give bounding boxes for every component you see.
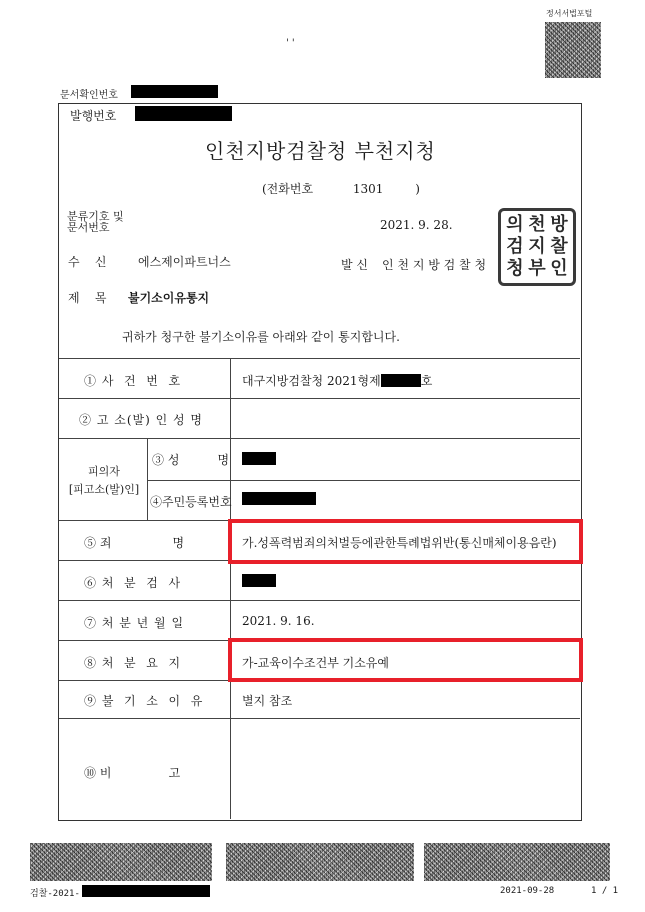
case-no-redaction — [381, 374, 421, 387]
issue-no-redaction — [135, 106, 232, 121]
crime-value: 가.성폭력범죄의처벌등에관한특례법위반(통신매체이용음란) — [242, 536, 557, 550]
suspect-line1: 피의자 — [88, 465, 120, 478]
seal-char: 검 — [506, 236, 524, 257]
seal-char: 방 — [550, 214, 568, 235]
suspect-group-label — [62, 463, 146, 499]
rrn-redaction — [242, 492, 316, 505]
crime-label: ⑤ 죄 명 — [84, 536, 185, 550]
phone-number: 1301 — [352, 182, 384, 196]
classification-label — [67, 211, 124, 233]
table-divider — [230, 358, 231, 819]
seal-char: 찰 — [550, 236, 568, 257]
rrn-label: ④주민등록번호 — [150, 495, 232, 509]
subject-value: 불기소이유통지 — [128, 291, 210, 305]
name-label: ③ 성 명 — [152, 453, 230, 467]
table-line — [147, 480, 580, 481]
disposition-date-value: 2021. 9. 16. — [242, 614, 315, 628]
footer-date: 2021-09-28 — [500, 886, 555, 896]
prosecutor-label: ⑥ 처 분 검 사 — [84, 576, 182, 590]
seal-char: 부 — [528, 258, 546, 279]
case-no-value — [242, 372, 432, 389]
disposition-highlight — [228, 638, 583, 682]
document-date: 2021. 9. 28. — [380, 218, 453, 232]
phone-open: (전화번호 — [262, 182, 314, 196]
doc-confirm-redaction — [131, 85, 218, 98]
qr-code-image — [545, 22, 601, 78]
complainant-label: ② 고 소(발) 인 성 명 — [79, 413, 203, 427]
case-no-suffix: 호 — [420, 374, 433, 388]
footer-doc-redaction — [82, 885, 210, 897]
doc-confirm-label: 문서확인번호 — [60, 90, 118, 101]
table-line — [59, 718, 580, 719]
reason-value: 별지 참조 — [242, 694, 293, 708]
footer-doc-prefix: 검찰-2021- — [30, 889, 80, 899]
table-line — [59, 600, 580, 601]
intro-text: 귀하가 청구한 불기소이유를 아래와 같이 통지합니다. — [122, 330, 400, 344]
phone-line — [262, 180, 420, 197]
seal-char: 인 — [550, 258, 568, 279]
table-line — [59, 438, 580, 439]
phone-close: ) — [415, 182, 420, 196]
seal-char: 청 — [506, 258, 524, 279]
table-line — [59, 358, 580, 359]
case-no-prefix: 대구지방검찰청 2021형제 — [242, 374, 381, 388]
name-redaction — [242, 452, 276, 465]
recipient-label: 수 신 — [68, 255, 107, 269]
sender-value: 인 천 지 방 검 찰 청 — [382, 258, 487, 272]
barcode-strip-middle — [226, 843, 414, 881]
classification-line1: 분류기호 및 — [67, 210, 124, 223]
table-line — [59, 398, 580, 399]
classification-line2: 문서번호 — [67, 221, 110, 234]
seal-char: 의 — [506, 214, 524, 235]
agency-title: 인천지방검찰청 부천지청 — [205, 139, 436, 163]
official-seal — [498, 208, 576, 286]
qr-caption: 정서서법포털 — [546, 9, 593, 18]
table-divider — [147, 438, 148, 520]
crime-highlight — [228, 519, 583, 564]
remarks-label: ⑩ 비 고 — [84, 766, 181, 780]
footer-page: 1 / 1 — [591, 886, 619, 896]
disposition-summary-label: ⑧ 처 분 요 지 — [84, 656, 182, 670]
seal-char: 지 — [528, 236, 546, 257]
subject-label: 제 목 — [68, 291, 107, 305]
issue-no-label: 발행번호 — [70, 109, 117, 123]
case-no-label: ① 사 건 번 호 — [84, 374, 182, 388]
disposition-summary-value: 가-교육이수조건부 기소유예 — [242, 656, 389, 670]
barcode-strip-left — [30, 843, 212, 881]
disposition-date-label: ⑦ 처 분 년 월 일 — [84, 616, 185, 630]
sender-label: 발 신 — [341, 258, 368, 272]
recipient-value: 에스제이파트너스 — [138, 255, 231, 269]
seal-char: 천 — [528, 214, 546, 235]
reason-label: ⑨ 불 기 소 이 유 — [84, 694, 204, 708]
prosecutor-redaction — [242, 574, 276, 587]
barcode-strip-right — [424, 843, 610, 881]
top-marks: ' ' — [286, 38, 295, 49]
suspect-line2: [피고소(발)인] — [68, 483, 140, 496]
